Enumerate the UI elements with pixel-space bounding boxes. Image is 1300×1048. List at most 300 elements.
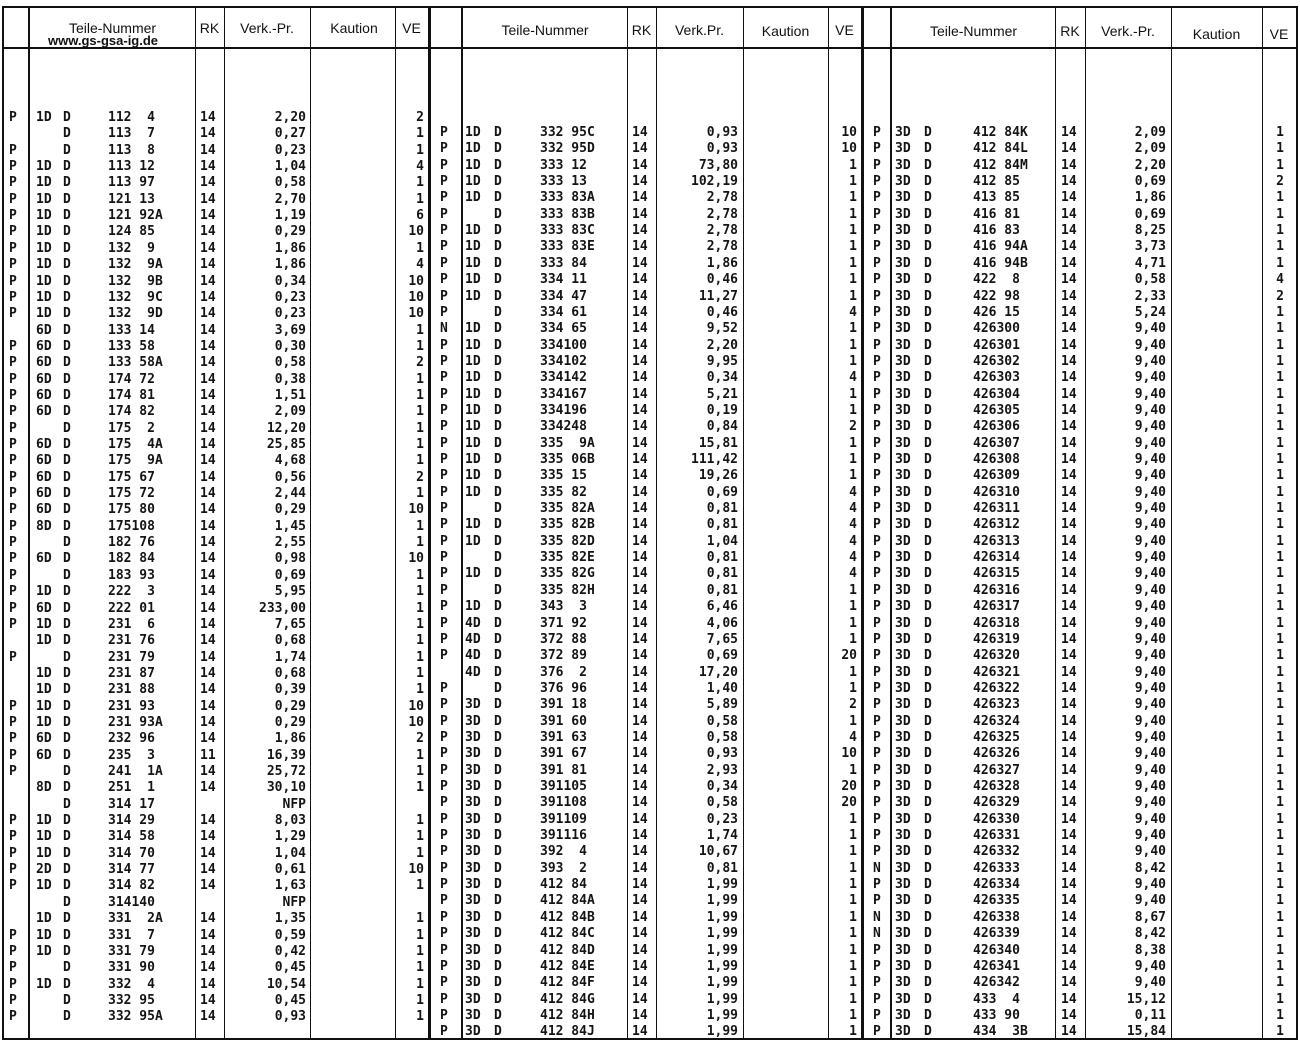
header-rk: RK	[199, 20, 220, 36]
part-number: 232 96	[108, 731, 155, 746]
part-number: 376 96	[540, 681, 587, 696]
country-code: D	[494, 387, 502, 402]
rk-value: 14	[200, 175, 216, 190]
ve-value: 4	[849, 550, 857, 565]
availability-flag: P	[9, 699, 17, 714]
rk-value: 14	[200, 290, 216, 305]
part-number: 426335	[973, 893, 1020, 908]
price-value: 2,78	[706, 207, 738, 222]
rk-value: 14	[632, 517, 648, 532]
country-code: D	[63, 257, 71, 272]
rk-value: 14	[632, 599, 648, 614]
ve-value: 1	[416, 977, 424, 992]
rk-value: 14	[1061, 943, 1077, 958]
price-value: 0,34	[274, 274, 306, 289]
top-border	[2, 6, 1298, 8]
part-number: 426315	[973, 566, 1020, 581]
rk-value: 14	[1061, 828, 1077, 843]
type-code: 3D	[895, 501, 911, 516]
price-value: 9,40	[1134, 616, 1166, 631]
price-value: 4,71	[1134, 256, 1166, 271]
ve-value: 1	[1276, 1008, 1284, 1023]
type-code: 1D	[465, 566, 481, 581]
ve-value: 1	[1276, 223, 1284, 238]
rk-value: 14	[1061, 174, 1077, 189]
country-code: D	[494, 207, 502, 222]
part-number: 183 93	[108, 568, 155, 583]
availability-flag: P	[873, 190, 881, 205]
rk-value: 14	[200, 617, 216, 632]
ve-value: 1	[1276, 616, 1284, 631]
type-code: 1D	[465, 534, 481, 549]
ve-value: 4	[849, 534, 857, 549]
part-number: 175 67	[108, 470, 155, 485]
availability-flag: P	[873, 616, 881, 631]
rk-value: 14	[1061, 419, 1077, 434]
rk-value: 14	[1061, 305, 1077, 320]
rk-value: 14	[632, 583, 648, 598]
ve-value: 1	[416, 813, 424, 828]
part-number: 332 4	[108, 977, 155, 992]
price-value: 1,51	[274, 388, 306, 403]
availability-flag: P	[873, 583, 881, 598]
header-verk-pr: Verk.-Pr.	[1101, 23, 1155, 39]
availability-flag: P	[9, 584, 17, 599]
ve-value: 1	[849, 861, 857, 876]
ve-value: 1	[1276, 125, 1284, 140]
country-code: D	[924, 550, 932, 565]
rk-value: 14	[200, 764, 216, 779]
rk-value: 14	[200, 470, 216, 485]
country-code: D	[924, 223, 932, 238]
rk-value: 14	[632, 828, 648, 843]
part-number: 412 84L	[973, 141, 1028, 156]
country-code: D	[63, 535, 71, 550]
ve-value: 4	[849, 305, 857, 320]
part-number: 391109	[540, 812, 587, 827]
type-code: 1D	[465, 190, 481, 205]
country-code: D	[924, 207, 932, 222]
part-number: 335 82E	[540, 550, 595, 565]
price-value: 9,40	[1134, 812, 1166, 827]
ve-value: 1	[1276, 321, 1284, 336]
country-code: D	[63, 421, 71, 436]
rk-value: 14	[200, 486, 216, 501]
rk-value: 14	[1061, 779, 1077, 794]
type-code: 3D	[895, 387, 911, 402]
availability-flag: P	[873, 779, 881, 794]
rk-value: 14	[632, 158, 648, 173]
availability-flag: P	[9, 290, 17, 305]
availability-flag: P	[9, 944, 17, 959]
price-value: 4,68	[274, 453, 306, 468]
rk-value: 14	[1061, 141, 1077, 156]
price-value: 30,10	[266, 780, 306, 795]
price-value: 1,99	[706, 910, 738, 925]
part-number: 426309	[973, 468, 1020, 483]
type-code: 1D	[465, 239, 481, 254]
price-value: 2,09	[274, 404, 306, 419]
rk-value: 14	[632, 763, 648, 778]
ve-value: 1	[416, 486, 424, 501]
country-code: D	[63, 846, 71, 861]
part-number: 426321	[973, 665, 1020, 680]
availability-flag: P	[440, 141, 448, 156]
country-code: D	[924, 697, 932, 712]
country-code: D	[63, 437, 71, 452]
ve-value: 1	[1276, 370, 1284, 385]
part-number: 426312	[973, 517, 1020, 532]
ve-value: 1	[849, 468, 857, 483]
country-code: D	[63, 617, 71, 632]
type-code: 1D	[36, 617, 52, 632]
part-number: 174 81	[108, 388, 155, 403]
part-number: 412 84G	[540, 992, 595, 1007]
type-code: 1D	[465, 468, 481, 483]
country-code: D	[924, 714, 932, 729]
country-code: D	[63, 731, 71, 746]
price-value: 111,42	[691, 452, 738, 467]
price-value: 1,99	[706, 1024, 738, 1039]
ve-value: 1	[416, 143, 424, 158]
ve-value: 1	[1276, 501, 1284, 516]
part-number: 426342	[973, 975, 1020, 990]
availability-flag: P	[873, 665, 881, 680]
country-code: D	[924, 256, 932, 271]
price-value: 0,68	[274, 633, 306, 648]
rk-value: 14	[632, 681, 648, 696]
ve-value: 4	[849, 517, 857, 532]
price-value: 9,40	[1134, 338, 1166, 353]
availability-flag: P	[873, 1024, 881, 1039]
part-number: 335 15	[540, 468, 587, 483]
price-value: 9,40	[1134, 648, 1166, 663]
ve-value: 2	[1276, 289, 1284, 304]
availability-flag: P	[440, 272, 448, 287]
ve-value: 1	[1276, 828, 1284, 843]
availability-flag: P	[9, 535, 17, 550]
part-number: 132 9	[108, 241, 155, 256]
price-value: 2,44	[274, 486, 306, 501]
country-code: D	[924, 795, 932, 810]
part-number: 426341	[973, 959, 1020, 974]
part-number: 416 94B	[973, 256, 1028, 271]
availability-flag: P	[9, 110, 17, 125]
ve-value: 20	[841, 779, 857, 794]
price-value: 9,40	[1134, 975, 1166, 990]
ve-value: 1	[416, 633, 424, 648]
rk-value: 14	[200, 388, 216, 403]
ve-value: 1	[849, 1024, 857, 1039]
part-number: 426313	[973, 534, 1020, 549]
price-value: 0,93	[706, 125, 738, 140]
part-number: 334 47	[540, 289, 587, 304]
country-code: D	[63, 829, 71, 844]
ve-value: 1	[849, 665, 857, 680]
price-value: 9,40	[1134, 583, 1166, 598]
availability-flag: P	[440, 289, 448, 304]
price-value: 0,45	[274, 960, 306, 975]
ve-value: 10	[408, 699, 424, 714]
country-code: D	[63, 502, 71, 517]
rk-value: 14	[1061, 370, 1077, 385]
country-code: D	[924, 877, 932, 892]
part-number: 426308	[973, 452, 1020, 467]
header-rk: RK	[631, 22, 652, 38]
ve-value: 1	[849, 893, 857, 908]
ve-value: 1	[1276, 419, 1284, 434]
rk-value: 14	[1061, 795, 1077, 810]
ve-value: 4	[849, 485, 857, 500]
ve-value: 1	[1276, 583, 1284, 598]
country-code: D	[924, 141, 932, 156]
rk-value: 14	[632, 468, 648, 483]
type-code: 1D	[36, 241, 52, 256]
country-code: D	[494, 338, 502, 353]
ve-value: 1	[849, 158, 857, 173]
availability-flag: P	[873, 370, 881, 385]
type-code: 3D	[895, 730, 911, 745]
rk-value: 14	[632, 223, 648, 238]
type-code: 1D	[36, 911, 52, 926]
part-number: 426332	[973, 844, 1020, 859]
availability-flag: P	[440, 861, 448, 876]
type-code: 6D	[36, 339, 52, 354]
part-number: 416 81	[973, 207, 1020, 222]
availability-flag: P	[440, 354, 448, 369]
type-code: 1D	[36, 666, 52, 681]
country-code: D	[924, 174, 932, 189]
rk-value: 14	[200, 404, 216, 419]
rk-value: 14	[632, 256, 648, 271]
country-code: D	[63, 568, 71, 583]
country-code: D	[494, 419, 502, 434]
part-number: 332 95C	[540, 125, 595, 140]
part-number: 222 01	[108, 601, 155, 616]
type-code: 3D	[895, 223, 911, 238]
availability-flag: P	[873, 517, 881, 532]
price-value: 9,40	[1134, 566, 1166, 581]
country-code: D	[494, 779, 502, 794]
country-code: D	[63, 306, 71, 321]
availability-flag: P	[873, 992, 881, 1007]
part-number: 412 85	[973, 174, 1020, 189]
price-value: 0,81	[706, 566, 738, 581]
availability-flag: P	[873, 501, 881, 516]
ve-value: 10	[841, 141, 857, 156]
rk-value: 14	[632, 616, 648, 631]
price-value: 9,40	[1134, 828, 1166, 843]
type-code: 3D	[895, 926, 911, 941]
availability-flag: P	[873, 354, 881, 369]
availability-flag: P	[9, 813, 17, 828]
type-code: 4D	[465, 616, 481, 631]
availability-flag: P	[440, 730, 448, 745]
rk-value: 14	[1061, 992, 1077, 1007]
rk-value: 14	[632, 844, 648, 859]
rk-value: 14	[1061, 403, 1077, 418]
part-number: 334167	[540, 387, 587, 402]
ve-value: 1	[416, 601, 424, 616]
rk-value: 14	[632, 190, 648, 205]
rk-value: 14	[632, 354, 648, 369]
type-code: 2D	[36, 862, 52, 877]
country-code: D	[924, 190, 932, 205]
type-code: 3D	[465, 926, 481, 941]
price-value: 0,98	[274, 551, 306, 566]
ve-value: 10	[408, 274, 424, 289]
price-value: 0,27	[274, 126, 306, 141]
price-value: 1,29	[274, 829, 306, 844]
header-rk: RK	[1060, 23, 1080, 39]
availability-flag: N	[873, 910, 881, 925]
ve-value: 1	[849, 452, 857, 467]
ve-value: 2	[416, 110, 424, 125]
rk-value: 14	[632, 730, 648, 745]
ve-value: 1	[1276, 746, 1284, 761]
part-number: 132 9C	[108, 290, 163, 305]
country-code: D	[63, 486, 71, 501]
rk-value: 14	[1061, 763, 1077, 778]
price-value: 8,67	[1134, 910, 1166, 925]
country-code: D	[63, 404, 71, 419]
country-code: D	[63, 192, 71, 207]
type-code: 3D	[895, 289, 911, 304]
part-number: 426318	[973, 616, 1020, 631]
price-value: 9,40	[1134, 681, 1166, 696]
type-code: 6D	[36, 437, 52, 452]
ve-value: 1	[416, 993, 424, 1008]
country-code: D	[494, 272, 502, 287]
ve-value: 1	[416, 650, 424, 665]
availability-flag: P	[873, 436, 881, 451]
ve-value: 10	[408, 502, 424, 517]
type-code: 1D	[465, 436, 481, 451]
part-number: 426302	[973, 354, 1020, 369]
ve-value: 1	[1276, 141, 1284, 156]
availability-flag: P	[873, 844, 881, 859]
country-code: D	[924, 370, 932, 385]
rk-value: 14	[200, 372, 216, 387]
ve-value: 1	[1276, 681, 1284, 696]
country-code: D	[63, 175, 71, 190]
part-number: 426340	[973, 943, 1020, 958]
price-value: 0,61	[274, 862, 306, 877]
rk-value: 14	[632, 632, 648, 647]
availability-flag: P	[440, 125, 448, 140]
part-number: 335 06B	[540, 452, 595, 467]
country-code: D	[924, 485, 932, 500]
price-value: 2,70	[274, 192, 306, 207]
country-code: D	[494, 354, 502, 369]
type-code: 1D	[36, 306, 52, 321]
price-value: 0,69	[1134, 174, 1166, 189]
availability-flag: P	[440, 812, 448, 827]
price-value: 2,20	[1134, 158, 1166, 173]
part-number: 175 80	[108, 502, 155, 517]
part-number: 426320	[973, 648, 1020, 663]
availability-flag: P	[873, 452, 881, 467]
ve-value: 1	[849, 877, 857, 892]
rk-value: 14	[632, 992, 648, 1007]
header-kaution: Kaution	[1192, 26, 1241, 42]
availability-flag: P	[873, 174, 881, 189]
rk-value: 14	[200, 829, 216, 844]
rk-value: 14	[632, 338, 648, 353]
divider-p3	[890, 6, 892, 1040]
part-number: 314 70	[108, 846, 155, 861]
type-code: 3D	[465, 877, 481, 892]
part-number: 426317	[973, 599, 1020, 614]
type-code: 6D	[36, 601, 52, 616]
part-number: 231 6	[108, 617, 155, 632]
availability-flag: P	[440, 452, 448, 467]
rk-value: 14	[200, 241, 216, 256]
rk-value: 14	[1061, 665, 1077, 680]
ve-value: 1	[1276, 861, 1284, 876]
rk-value: 14	[1061, 338, 1077, 353]
rk-value: 14	[1061, 501, 1077, 516]
country-code: D	[494, 256, 502, 271]
price-value: 0,84	[706, 419, 738, 434]
part-number: 231 88	[108, 682, 155, 697]
part-number: 334 11	[540, 272, 587, 287]
country-code: D	[924, 534, 932, 549]
country-code: D	[494, 616, 502, 631]
ve-value: 1	[416, 453, 424, 468]
availability-flag: P	[873, 763, 881, 778]
part-number: 391 63	[540, 730, 587, 745]
rk-value: 14	[1061, 321, 1077, 336]
rk-value: 14	[200, 682, 216, 697]
ve-value: 10	[408, 306, 424, 321]
ve-value: 1	[849, 190, 857, 205]
divider-k2	[743, 6, 744, 1040]
part-number: 426322	[973, 681, 1020, 696]
country-code: D	[494, 926, 502, 941]
availability-flag: P	[873, 239, 881, 254]
price-value: 1,99	[706, 975, 738, 990]
price-value: 5,95	[274, 584, 306, 599]
country-code: D	[494, 158, 502, 173]
type-code: 1D	[465, 485, 481, 500]
availability-flag: P	[440, 893, 448, 908]
type-code: 6D	[36, 731, 52, 746]
availability-flag: P	[873, 632, 881, 647]
ve-value: 1	[849, 632, 857, 647]
part-number: 333 83E	[540, 239, 595, 254]
availability-flag: P	[9, 862, 17, 877]
ve-value: 1	[1276, 779, 1284, 794]
website-watermark: www.gs-gsa-ig.de	[48, 33, 159, 48]
part-number: 231 87	[108, 666, 155, 681]
header-verk-pr: Verk.-Pr.	[240, 20, 294, 36]
part-number: 334100	[540, 338, 587, 353]
part-number: 391 67	[540, 746, 587, 761]
availability-flag: P	[873, 975, 881, 990]
ve-value: 10	[408, 551, 424, 566]
country-code: D	[924, 648, 932, 663]
availability-flag: P	[9, 617, 17, 632]
country-code: D	[494, 681, 502, 696]
availability-flag: P	[440, 599, 448, 614]
ve-value: 1	[1276, 844, 1284, 859]
rk-value: 14	[1061, 812, 1077, 827]
rk-value: 14	[632, 861, 648, 876]
part-number: 174 72	[108, 372, 155, 387]
part-number: 113 12	[108, 159, 155, 174]
ve-value: 1	[849, 387, 857, 402]
